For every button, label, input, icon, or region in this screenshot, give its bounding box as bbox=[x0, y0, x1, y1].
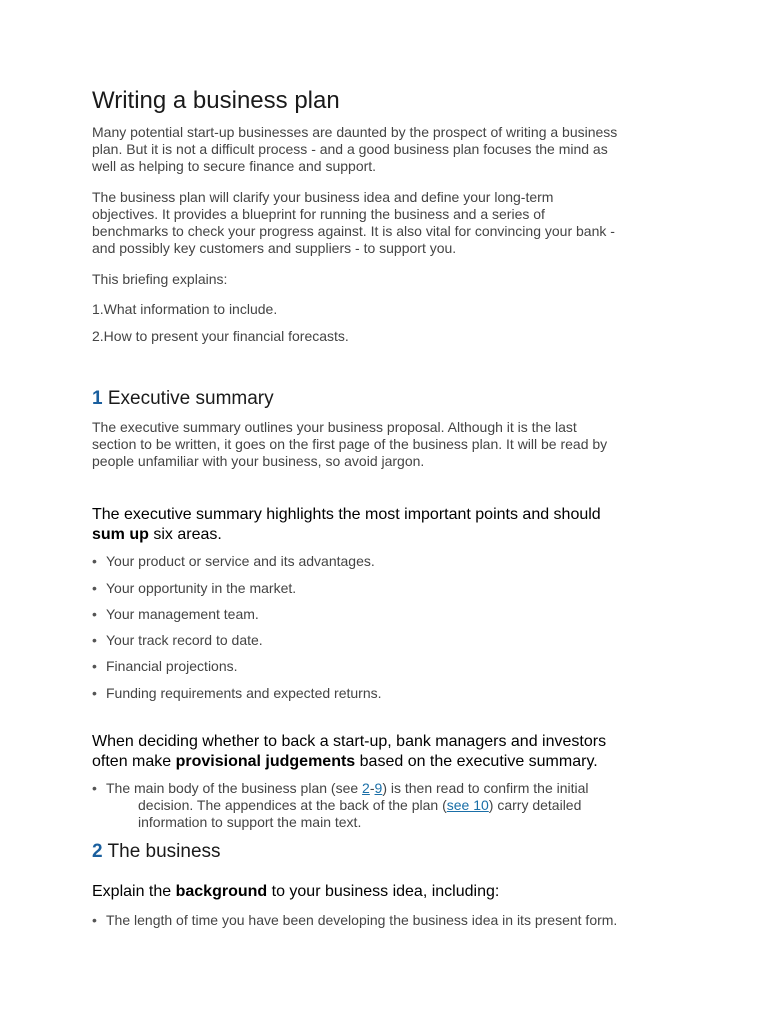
section-link-10[interactable]: see 10 bbox=[446, 797, 489, 813]
intro-list-item bbox=[92, 301, 692, 318]
text-line bbox=[92, 752, 606, 772]
text-line: objectives. It provides a blueprint for running the business and a series of bbox=[92, 206, 545, 222]
section-heading-executive-summary bbox=[92, 388, 274, 410]
bullet-icon: • bbox=[92, 685, 97, 701]
bank-managers-subheading bbox=[92, 732, 606, 772]
text-line: The executive summary highlights the most important points and should bbox=[92, 506, 601, 523]
text-fragment: - bbox=[369, 780, 375, 796]
list-item-text: Your management team. bbox=[106, 606, 259, 622]
text-line: 2.How to present your financial forecasts. bbox=[92, 328, 349, 344]
list-item-text: The length of time you have been developing the business idea in its present form. bbox=[106, 912, 618, 928]
intro-paragraph-2 bbox=[92, 189, 692, 257]
text-fragment: often make bbox=[92, 753, 176, 770]
text-line bbox=[92, 797, 589, 814]
text-line: benchmarks to check your progress against. It is also vital for convincing your bank - bbox=[92, 223, 615, 239]
list-item bbox=[92, 580, 296, 597]
list-item-text: Financial projections. bbox=[106, 658, 238, 674]
text-fragment: ) is then read to confirm the initial bbox=[382, 780, 589, 796]
text-fragment: ) carry detailed bbox=[488, 797, 582, 813]
bullet-icon: • bbox=[92, 658, 97, 674]
section-heading-the-business bbox=[92, 841, 221, 863]
page-title: Writing a business plan bbox=[92, 87, 340, 114]
bullet-icon: • bbox=[92, 912, 97, 928]
bold-term: sum up bbox=[92, 526, 149, 543]
text-fragment: decision. The appendices at the back of the plan ( bbox=[138, 797, 447, 813]
list-item bbox=[92, 632, 263, 649]
text-line: 1.What information to include. bbox=[92, 301, 278, 317]
list-item-text: Your track record to date. bbox=[106, 632, 263, 648]
text-fragment: to your business idea, including: bbox=[267, 883, 500, 900]
text-line: When deciding whether to back a start-up, bank managers and investors bbox=[92, 733, 607, 750]
section-link-2[interactable]: 2 bbox=[362, 780, 370, 796]
bullet-icon: • bbox=[92, 580, 97, 596]
bullet-icon: • bbox=[92, 553, 97, 569]
text-line: information to support the main text. bbox=[138, 814, 362, 830]
text-line bbox=[92, 525, 601, 545]
text-fragment: based on the executive summary. bbox=[355, 753, 598, 770]
text-line: and possibly key customers and suppliers - to support you. bbox=[92, 240, 457, 256]
bold-term: provisional judgements bbox=[175, 753, 356, 770]
list-item bbox=[92, 658, 238, 675]
section-title: The business bbox=[107, 841, 221, 862]
list-item bbox=[92, 606, 259, 623]
bullet-icon: • bbox=[92, 606, 97, 622]
text-line: section to be written, it goes on the first page of the business plan. It will be read by bbox=[92, 436, 608, 452]
text-line: This briefing explains: bbox=[92, 271, 228, 287]
bold-term: background bbox=[175, 883, 268, 900]
list-item-text: Your product or service and its advantages. bbox=[106, 553, 375, 569]
text-line: plan. But it is not a difficult process - and a good business plan focuses the mind as bbox=[92, 141, 608, 157]
executive-summary-paragraph bbox=[92, 419, 692, 470]
bullet-icon: • bbox=[92, 780, 97, 796]
list-item-text: Funding requirements and expected returns. bbox=[106, 685, 382, 701]
executive-summary-subheading bbox=[92, 505, 601, 545]
bullet-icon: • bbox=[92, 632, 97, 648]
text-fragment: six areas. bbox=[148, 526, 222, 543]
list-item bbox=[92, 685, 382, 702]
text-fragment: The main body of the business plan (see bbox=[106, 780, 363, 796]
text-line: Many potential start-up businesses are daunted by the prospect of writing a business bbox=[92, 124, 618, 140]
section-link-9[interactable]: 9 bbox=[374, 780, 383, 796]
list-item bbox=[92, 912, 617, 929]
text-line: The business plan will clarify your business idea and define your long-term bbox=[92, 189, 554, 205]
section-title: Executive summary bbox=[107, 388, 274, 409]
section-number: 1 bbox=[92, 388, 103, 409]
text-line: people unfamiliar with your business, so avoid jargon. bbox=[92, 453, 425, 469]
text-fragment: Explain the bbox=[92, 883, 176, 900]
text-line: well as helping to secure finance and support. bbox=[92, 158, 377, 174]
list-item-text: Your opportunity in the market. bbox=[106, 580, 297, 596]
text-line: The executive summary outlines your business proposal. Although it is the last bbox=[92, 419, 577, 435]
list-item bbox=[92, 780, 589, 831]
intro-list-item bbox=[92, 328, 692, 345]
background-subheading bbox=[92, 882, 499, 902]
intro-paragraph-1 bbox=[92, 124, 692, 175]
intro-paragraph-3 bbox=[92, 271, 692, 288]
text-line bbox=[92, 882, 499, 902]
list-item bbox=[92, 553, 375, 570]
section-number: 2 bbox=[92, 841, 103, 862]
